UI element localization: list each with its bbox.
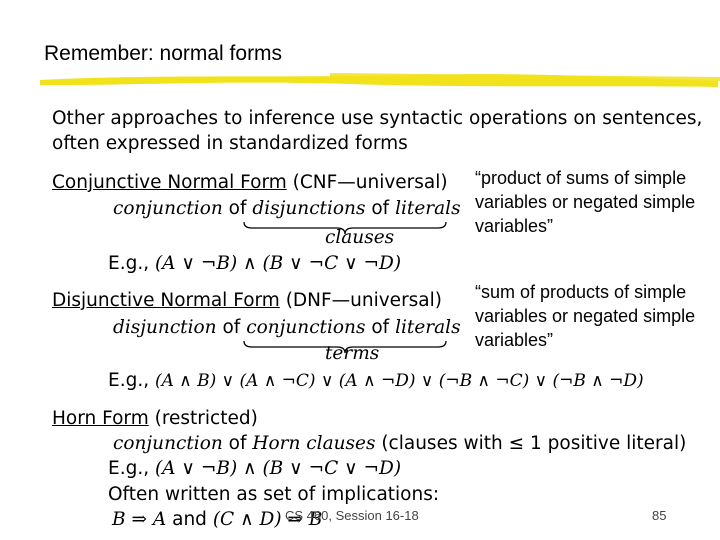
- dnf-eg-label: E.g.,: [108, 370, 150, 391]
- dnf-definition: [113, 317, 461, 338]
- dnf-heading-note: (DNF—universal): [285, 290, 443, 311]
- dnf-heading-row: [52, 290, 442, 311]
- horn-heading: Horn Form: [52, 408, 149, 429]
- cnf-def-of-2: of: [371, 198, 390, 219]
- horn-eg-formula: (A ∨ ¬B) ∧ (B ∨ ¬C ∨ ¬D): [154, 458, 402, 479]
- cnf-def-conjunction: conjunction: [113, 198, 223, 219]
- dnf-def-of-1: of: [222, 317, 241, 338]
- dnf-def-of-2: of: [371, 317, 390, 338]
- cnf-eg-formula: (A ∨ ¬B) ∧ (B ∨ ¬C ∨ ¬D): [154, 253, 402, 274]
- cnf-definition: [113, 198, 461, 219]
- cnf-brace-label: clauses: [325, 227, 395, 248]
- horn-heading-row: [52, 408, 258, 429]
- dnf-note: “sum of products of simple variables or negated simple variables”: [475, 282, 696, 350]
- dnf-brace-label: terms: [325, 343, 380, 364]
- cnf-def-of-1: of: [228, 198, 247, 219]
- horn-heading-note: (restricted): [154, 408, 258, 429]
- horn-def-tail: (clauses with ≤ 1 positive literal): [381, 433, 687, 454]
- dnf-heading: Disjunctive Normal Form: [52, 290, 280, 311]
- horn-def-conjunction: conjunction: [113, 433, 223, 454]
- horn-impl-and: and: [172, 509, 207, 530]
- intro-line-1: Other approaches to inference use syntactic operations on sentences,: [52, 108, 703, 129]
- horn-def-horn-clauses: Horn clauses: [252, 433, 376, 454]
- page-number: 85: [652, 508, 667, 523]
- dnf-eg-formula: (A ∧ B) ∨ (A ∧ ¬C) ∨ (A ∧ ¬D) ∨ (¬B ∧ ¬C) ∨ (¬B ∧ ¬D): [154, 371, 644, 391]
- horn-impl-2: (C ∧ D) ⇒ B: [212, 509, 323, 530]
- cnf-heading: Conjunctive Normal Form: [52, 172, 287, 193]
- dnf-example: [108, 370, 644, 391]
- horn-definition: [113, 433, 686, 454]
- title-highlight-stroke: [0, 68, 720, 92]
- cnf-heading-note: (CNF—universal): [292, 172, 448, 193]
- horn-def-of: of: [228, 433, 247, 454]
- slide-title: Remember: normal forms: [44, 42, 283, 65]
- cnf-note: “product of sums of simple variables or negated simple variables”: [475, 168, 696, 236]
- dnf-def-disjunction: disjunction: [113, 317, 217, 338]
- horn-eg-label: E.g.,: [108, 458, 150, 479]
- intro-line-2: often expressed in standardized forms: [52, 133, 408, 154]
- dnf-def-conjunctions: conjunctions: [246, 317, 366, 338]
- cnf-eg-label: E.g.,: [108, 253, 150, 274]
- cnf-example: [108, 253, 401, 274]
- cnf-def-disjunctions: disjunctions: [252, 198, 366, 219]
- horn-implications-line: Often written as set of implications:: [108, 484, 440, 505]
- dnf-def-literals: literals: [395, 317, 461, 338]
- footer-course: CS 460, Session 16-18: [285, 508, 419, 523]
- cnf-heading-row: [52, 172, 448, 193]
- horn-example: [108, 458, 401, 479]
- horn-impl-1: B ⇒ A: [112, 509, 167, 530]
- cnf-def-literals: literals: [395, 198, 461, 219]
